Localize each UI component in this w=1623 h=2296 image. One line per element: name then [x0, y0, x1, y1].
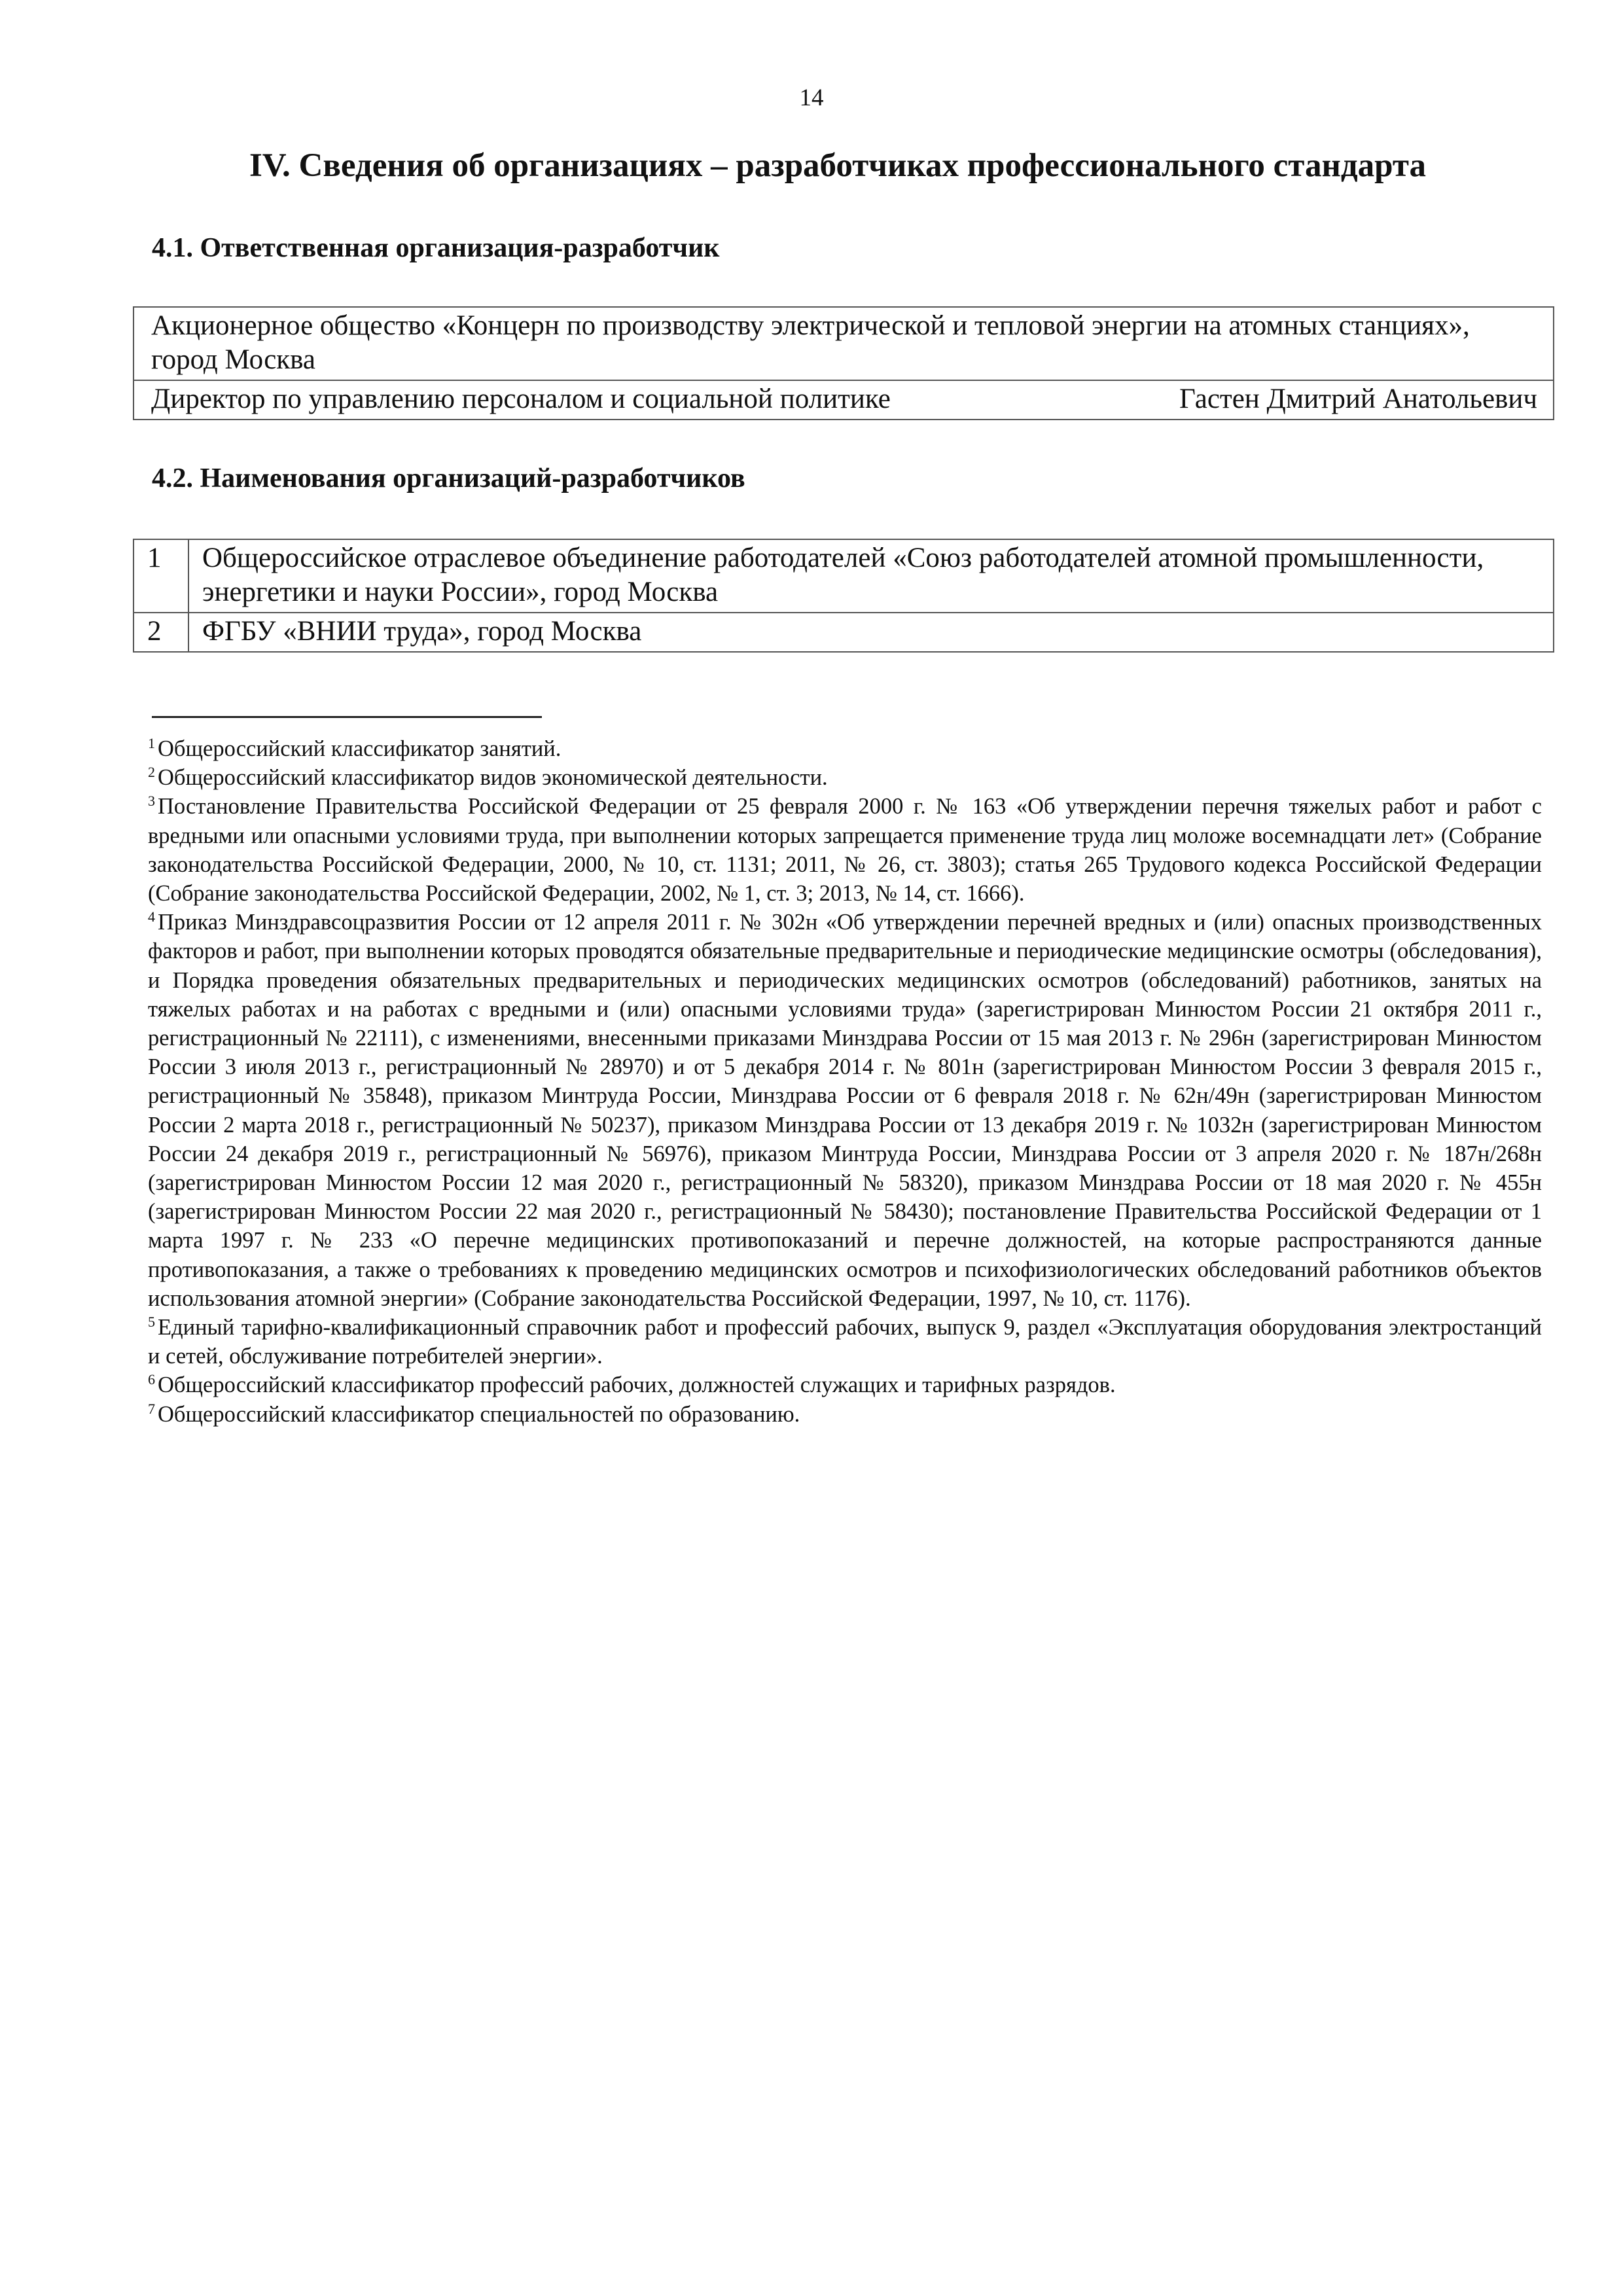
footnote-text: Общероссийский классификатор специальностей по образованию. [158, 1401, 800, 1427]
row-number: 2 [134, 613, 188, 652]
footnote [148, 792, 1542, 908]
developer-orgs-table [133, 539, 1554, 653]
responsible-org-heading: 4.1. Ответственная организация-разработчик [152, 233, 720, 263]
footnote [148, 1371, 1542, 1399]
signatory-name: Гастен Дмитрий Анатольевич [1179, 384, 1537, 414]
table-row [134, 613, 1554, 652]
footnote-text: Общероссийский классификатор профессий рабочих, должностей служащих и тарифных разрядов. [158, 1372, 1116, 1398]
footnote-text: Общероссийский классификатор занятий. [158, 736, 562, 761]
footnote-separator [152, 716, 542, 718]
footnote-mark: 5 [148, 1314, 155, 1331]
footnotes [148, 734, 1542, 1429]
signatory-position: Директор по управлению персоналом и социальной политике [151, 384, 891, 414]
responsible-org-signatory-cell [134, 380, 1554, 420]
footnote-mark: 4 [148, 908, 155, 925]
responsible-org-table [133, 306, 1554, 420]
table-row [134, 380, 1554, 420]
table-row [134, 307, 1554, 380]
responsible-org-name: Акционерное общество «Концерн по производству электрической и тепловой энергии на атомных станциях», город Москва [134, 307, 1554, 380]
footnote-mark: 1 [148, 735, 155, 751]
developer-org-name: ФГБУ «ВНИИ труда», город Москва [188, 613, 1554, 652]
footnote [148, 734, 1542, 763]
footnote-mark: 7 [148, 1400, 155, 1417]
footnote-text: Единый тарифно-квалификационный справочник работ и профессий рабочих, выпуск 9, раздел «Эксплуатация оборудования электростанций и сетей, обслуживание потребителей энергии». [148, 1315, 1542, 1369]
footnote [148, 1313, 1542, 1371]
page-number: 14 [799, 84, 824, 111]
footnote-text: Приказ Минздравсоцразвития России от 12 апреля 2011 г. № 302н «Об утверждении перечней вредных и (или) опасных производственных факторов и работ, при выполнении которых проводятся обязательные предварительные и периодические медицинские осмотры (обследования), и Порядка проведения обязательных предварительных и периодических медицинских осмотров (обследований) работников, занятых на тяжелых работах и на работах с вредными и (или) опасными условиями труда» (зарегистрирован Минюстом России 21 октября 2011 г., регистрационный № 22111), с изменениями, внесенными приказами Минздрава России от 15 мая 2013 г. № 296н (зарегистрирован Минюстом России 3 июля 2013 г., регистрационный № 28970) и от 5 декабря 2014 г. № 801н (зарегистрирован Минюстом России 3 февраля 2015 г., регистрационный № 35848), приказом Минтруда России, Минздрава России от 6 февраля 2018 г. № 62н/49н (зарегистрирован Минюстом России 2 марта 2018 г., регистрационный № 50237), приказом Минздрава России от 13 декабря 2019 г. № 1032н (зарегистрирован Минюстом России 24 декабря 2019 г., регистрационный № 56976), приказом Минтруда России, Минздрава России от 3 апреля 2020 г. № 187н/268н (зарегистрирован Минюстом России 12 мая 2020 г., регистрационный № 58320), приказом Минздрава России от 18 мая 2020 г. № 455н (зарегистрирован Минюстом России 22 мая 2020 г., регистрационный № 58430); постановление Правительства Российской Федерации от 1 марта 1997 г. № 233 «О перечне медицинских противопоказаний и перечне должностей, на которые распространяются данные противопоказания, а также о требованиях к проведению медицинских осмотров и психофизиологических обследований работников объектов использования атомной энергии» (Собрание законодательства Российской Федерации, 1997, № 10, ст. 1176). [148, 910, 1542, 1311]
section-title: IV. Сведения об организациях – разработчиках профессионального стандарта [249, 147, 1427, 184]
footnote [148, 1400, 1542, 1429]
footnote [148, 763, 1542, 792]
footnote-text: Общероссийский классификатор видов экономической деятельности. [158, 765, 828, 791]
developer-orgs-heading: 4.2. Наименования организаций-разработчиков [152, 463, 745, 493]
footnote-text: Постановление Правительства Российской Федерации от 25 февраля 2000 г. № 163 «Об утверждении перечня тяжелых работ и работ с вредными или опасными условиями труда, при выполнении которых запрещается применение труда лиц моложе восемнадцати лет» (Собрание законодательства Российской Федерации, 2000, № 10, ст. 1131; 2011, № 26, ст. 3803); статья 265 Трудового кодекса Российской Федерации (Собрание законодательства Российской Федерации, 2002, № 1, ст. 3; 2013, № 14, ст. 1666). [148, 794, 1542, 906]
table-row [134, 539, 1554, 613]
footnote-mark: 6 [148, 1371, 155, 1388]
footnote-mark: 3 [148, 793, 155, 810]
footnote [148, 908, 1542, 1313]
footnote-mark: 2 [148, 764, 155, 781]
developer-org-name: Общероссийское отраслевое объединение работодателей «Союз работодателей атомной промышленности, энергетики и науки России», город Москва [188, 539, 1554, 613]
row-number: 1 [134, 539, 188, 613]
